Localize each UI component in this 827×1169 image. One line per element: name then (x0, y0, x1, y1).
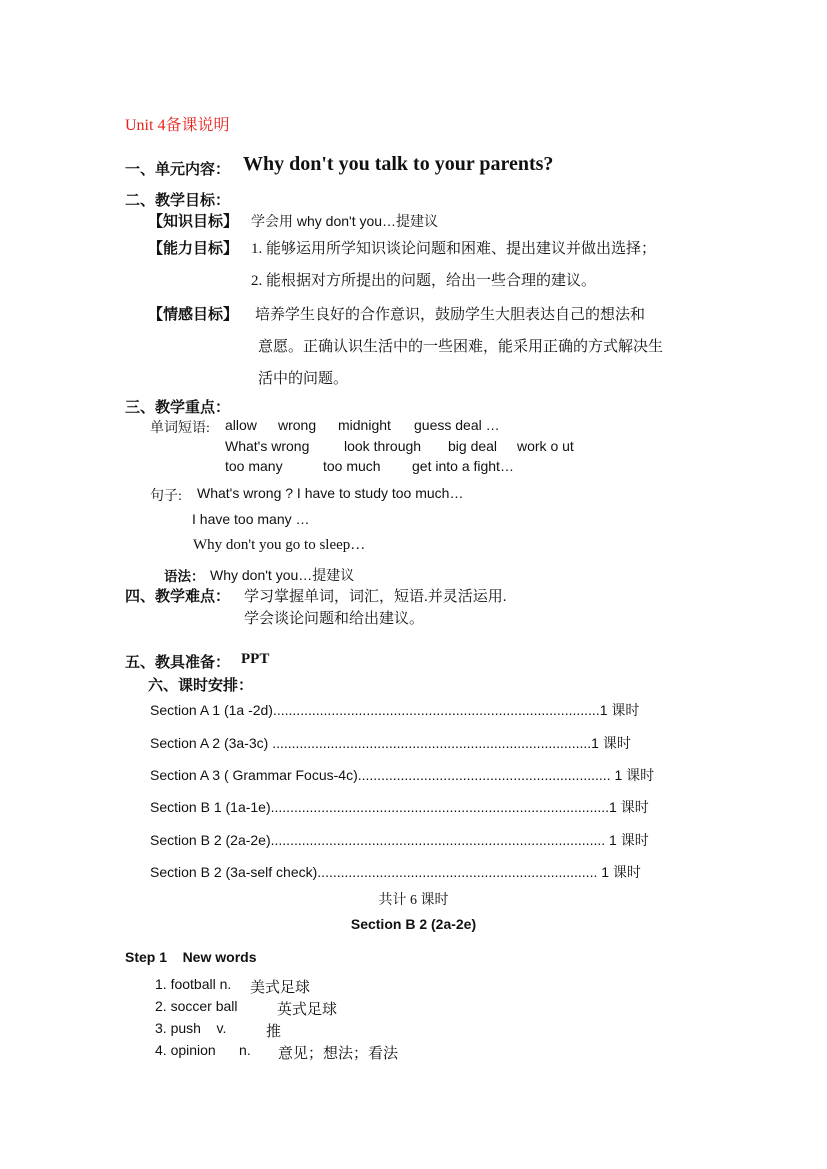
ability-item-2: 2. 能根据对方所提出的问题，给出一些合理的建议。 (251, 273, 597, 289)
page-title: Unit 4备课说明 (125, 117, 230, 134)
schedule-section: Section A 3 ( Grammar Focus-4c) (150, 767, 358, 783)
schedule-row (150, 797, 695, 817)
ability-item-1: 1. 能够运用所学知识谈论问题和困难、提出建议并做出选择； (251, 241, 657, 257)
vocab-row2-item: look through (344, 438, 422, 454)
sentence-3: Why don't you go to sleep… (193, 537, 366, 553)
schedule-section: Section B 1 (1a-1e) (150, 799, 271, 815)
knowledge-label: 【知识目标】 (148, 214, 239, 230)
word-item: 4. opinion n. (155, 1042, 251, 1058)
word-meaning: 意见；想法；看法 (278, 1046, 399, 1062)
schedule-dots: .................................................................................... (272, 702, 600, 718)
schedule-row (150, 830, 695, 850)
schedule-section: Section B 2 (3a-self check) (150, 864, 318, 880)
schedule-section: Section B 2 (2a-2e) (150, 832, 271, 848)
schedule-total: 共计 6 课时 (378, 893, 449, 908)
ability-label: 【能力目标】 (148, 241, 239, 257)
schedule-dots: ....................................................................................... (270, 799, 610, 815)
schedule-hours: 1 课时 (614, 767, 655, 783)
vocab-row1-item: allow (225, 417, 257, 433)
vocab-label: 单词短语: (150, 421, 210, 436)
emotion-label: 【情感目标】 (148, 307, 239, 323)
unit-content-label: 一、单元内容： (125, 162, 231, 178)
emotion-line-2: 意愿。正确认识生活中的一些困难，能采用正确的方式解决生 (258, 339, 664, 355)
vocab-row3-item: get into a fight… (412, 458, 514, 474)
sentence-2: I have too many … (192, 511, 310, 527)
schedule-dots: ........................................................................ (317, 864, 602, 880)
emotion-line-1: 培养学生良好的合作意识，鼓励学生大胆表达自己的想法和 (255, 307, 646, 323)
schedule-hours: 1 课时 (601, 864, 641, 880)
schedule-row (150, 862, 695, 882)
emotion-line-3: 活中的问题。 (258, 371, 349, 387)
materials-value: PPT (241, 651, 270, 667)
word-item: 2. soccer ball (155, 998, 238, 1014)
schedule-dots: .................................................................................. (272, 735, 592, 751)
word-item: 1. football n. (155, 976, 232, 992)
step1-heading: Step 1 New words (125, 949, 257, 965)
sentence-1: What's wrong ? I have to study too much… (197, 485, 464, 501)
schedule-heading: 六、课时安排： (148, 678, 254, 694)
schedule-row (150, 733, 695, 753)
schedule-section: Section A 1 (1a -2d) (150, 702, 273, 718)
sentence-label: 句子: (150, 489, 182, 504)
schedule-hours: 1 课时 (609, 832, 649, 848)
grammar-text: Why don't you…提建议 (210, 567, 355, 583)
schedule-hours: 1 课时 (591, 735, 631, 751)
word-meaning: 美式足球 (250, 980, 311, 996)
objectives-heading: 二、教学目标： (125, 193, 231, 209)
vocab-row3-item: too many (225, 458, 283, 474)
grammar-label: 语法： (164, 569, 205, 584)
word-item: 3. push v. (155, 1020, 227, 1036)
schedule-hours: 1 课时 (609, 799, 649, 815)
vocab-row1-item: guess deal … (414, 417, 500, 433)
knowledge-text: 学会用 why don't you…提建议 (251, 213, 439, 229)
vocab-row2-item: work o ut (517, 438, 574, 454)
lesson-title: Section B 2 (2a-2e) (350, 916, 477, 932)
unit-content-value: Why don't you talk to your parents? (243, 153, 554, 175)
schedule-dots: ...................................................................................... (270, 832, 610, 848)
vocab-row2-item: big deal (448, 438, 498, 454)
schedule-row (150, 700, 695, 720)
word-meaning: 英式足球 (277, 1002, 338, 1018)
difficulties-line-2: 学会谈论问题和给出建议。 (244, 611, 425, 627)
vocab-row2-item: What's wrong (225, 438, 310, 454)
vocab-row1-item: midnight (338, 417, 391, 433)
schedule-section: Section A 2 (3a-3c) (150, 735, 273, 751)
vocab-row1-item: wrong (278, 417, 317, 433)
vocab-row3-item: too much (323, 458, 381, 474)
word-meaning: 推 (266, 1024, 282, 1040)
difficulties-heading: 四、教学难点： (125, 589, 231, 605)
schedule-hours: 1 课时 (599, 702, 640, 718)
materials-heading: 五、教具准备： (125, 655, 231, 671)
key-points-heading: 三、教学重点： (125, 400, 231, 416)
schedule-row (150, 765, 695, 785)
difficulties-line-1: 学习掌握单词，词汇，短语.并灵活运用. (244, 589, 507, 605)
schedule-dots: ................................................................. (357, 767, 615, 783)
